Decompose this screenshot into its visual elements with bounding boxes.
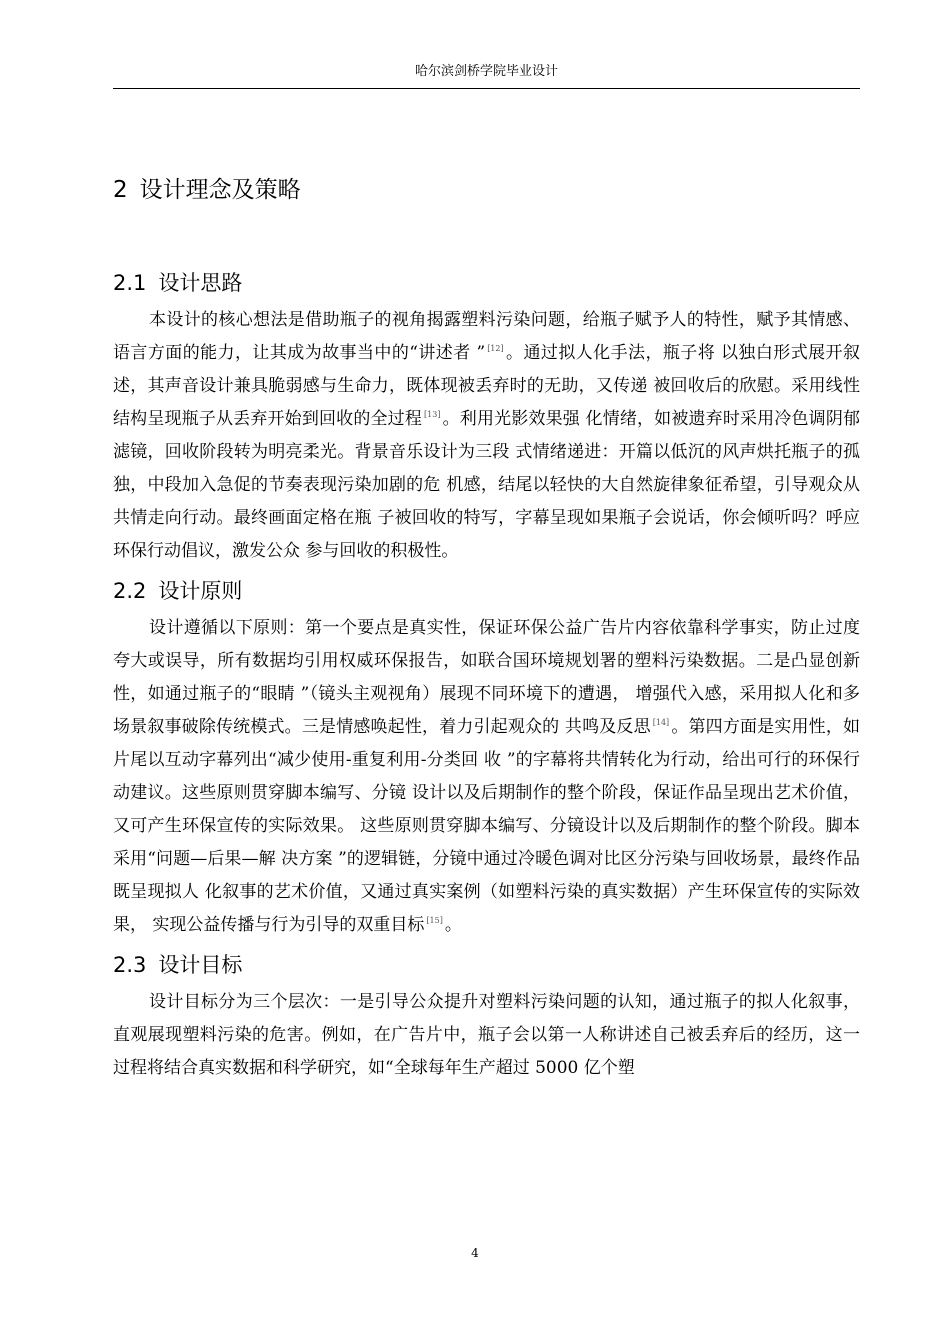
section-number: 2.1 xyxy=(113,271,147,295)
page-number: 4 xyxy=(471,1246,479,1260)
chapter-title: 设计理念及策略 xyxy=(139,177,301,203)
paragraph-design-principles: 设计遵循以下原则：第一个要点是真实性，保证环保公益广告片内容依靠科学事实，防止过度夸大或误导，所有数据均引用权威环保报告，如联合国环境规划署的塑料污染数据。二是凸显创新性，如通过瓶子的“眼睛 ”（镜头主观视角）展现不同环境下的遭遇， 增强代入感，采用拟人化和多场景叙事破除传统模式。三是情感唤起性，着力引起观众的 共鸣及反思 [14] 。第四方面是实用性，如片尾以互动字幕列出“减少使用-重复利用-分类回 收 ”的字幕将共情转化为行动，给出可行的环保行动建议。这些原则贯穿脚本编写、分镜 设计以及后期制作的整个阶段，保证作品呈现出艺术价值，又可产生环保宣传的实际效果。 这些原则贯穿脚本编写、分镜设计以及后期制作的整个阶段。脚本采用“问题—后果—解 决方案 ”的逻辑链，分镜中通过冷暖色调对比区分污染与回收场景，最终作品既呈现拟人 化叙事的艺术价值，又通过真实案例（如塑料污染的真实数据）产生环保宣传的实际效果， 实现公益传播与行为引导的双重目标 [15] 。 xyxy=(113,618,861,935)
citation-14: [14] xyxy=(652,718,670,728)
page-content xyxy=(113,170,860,1087)
section-title: 设计思路 xyxy=(158,271,243,295)
paragraph-design-goals: 设计目标分为三个层次：一是引导公众提升对塑料污染问题的认知，通过瓶子的拟人化叙事，直观展现塑料污染的危害。例如，在广告片中，瓶子会以第一人称讲述自己被丢弃后的经历，这一过程将结合真实数据和科学研究，如“全球每年生产超过 5000 亿个塑 xyxy=(113,992,860,1078)
section-title: 设计目标 xyxy=(158,953,243,977)
section-heading-2-2 xyxy=(113,570,860,612)
section-heading-2-1 xyxy=(113,262,860,304)
chapter-number: 2 xyxy=(113,177,128,203)
header-title: 哈尔滨剑桥学院毕业设计 xyxy=(414,64,558,79)
citation-13: [13] xyxy=(424,410,441,420)
chapter-heading xyxy=(113,170,860,210)
citation-12: [12] xyxy=(487,344,504,354)
section-number: 2.2 xyxy=(113,579,147,603)
section-number: 2.3 xyxy=(113,953,147,977)
section-title: 设计原则 xyxy=(158,579,243,603)
paragraph-design-idea: 本设计的核心想法是借助瓶子的视角揭露塑料污染问题，给瓶子赋予人的特性，赋予其情感、语言方面的能力，让其成为故事当中的“讲述者 ” [12] 。通过拟人化手法，瓶子将 以独白形式展开叙述，其声音设计兼具脆弱感与生命力，既体现被丢弃时的无助，又传递 被回收后的欣慰。采用线性结构呈现瓶子从丢弃开始到回收的全过程 [13] 。利用光影效果强 化情绪，如被遗弃时采用冷色调阴郁滤镜，回收阶段转为明亮柔光。背景音乐设计为三段 式情绪递进：开篇以低沉的风声烘托瓶子的孤独，中段加入急促的节奏表现污染加剧的危 机感，结尾以轻快的大自然旋律象征希望，引导观众从共情走向行动。最终画面定格在瓶 子被回收的特写，字幕呈现如果瓶子会说话，你会倾听吗？呼应环保行动倡议，激发公众 参与回收的积极性。 xyxy=(113,310,861,561)
page-header xyxy=(113,62,860,89)
citation-15: [15] xyxy=(426,916,443,926)
page-footer xyxy=(0,1246,950,1260)
section-heading-2-3 xyxy=(113,944,860,986)
